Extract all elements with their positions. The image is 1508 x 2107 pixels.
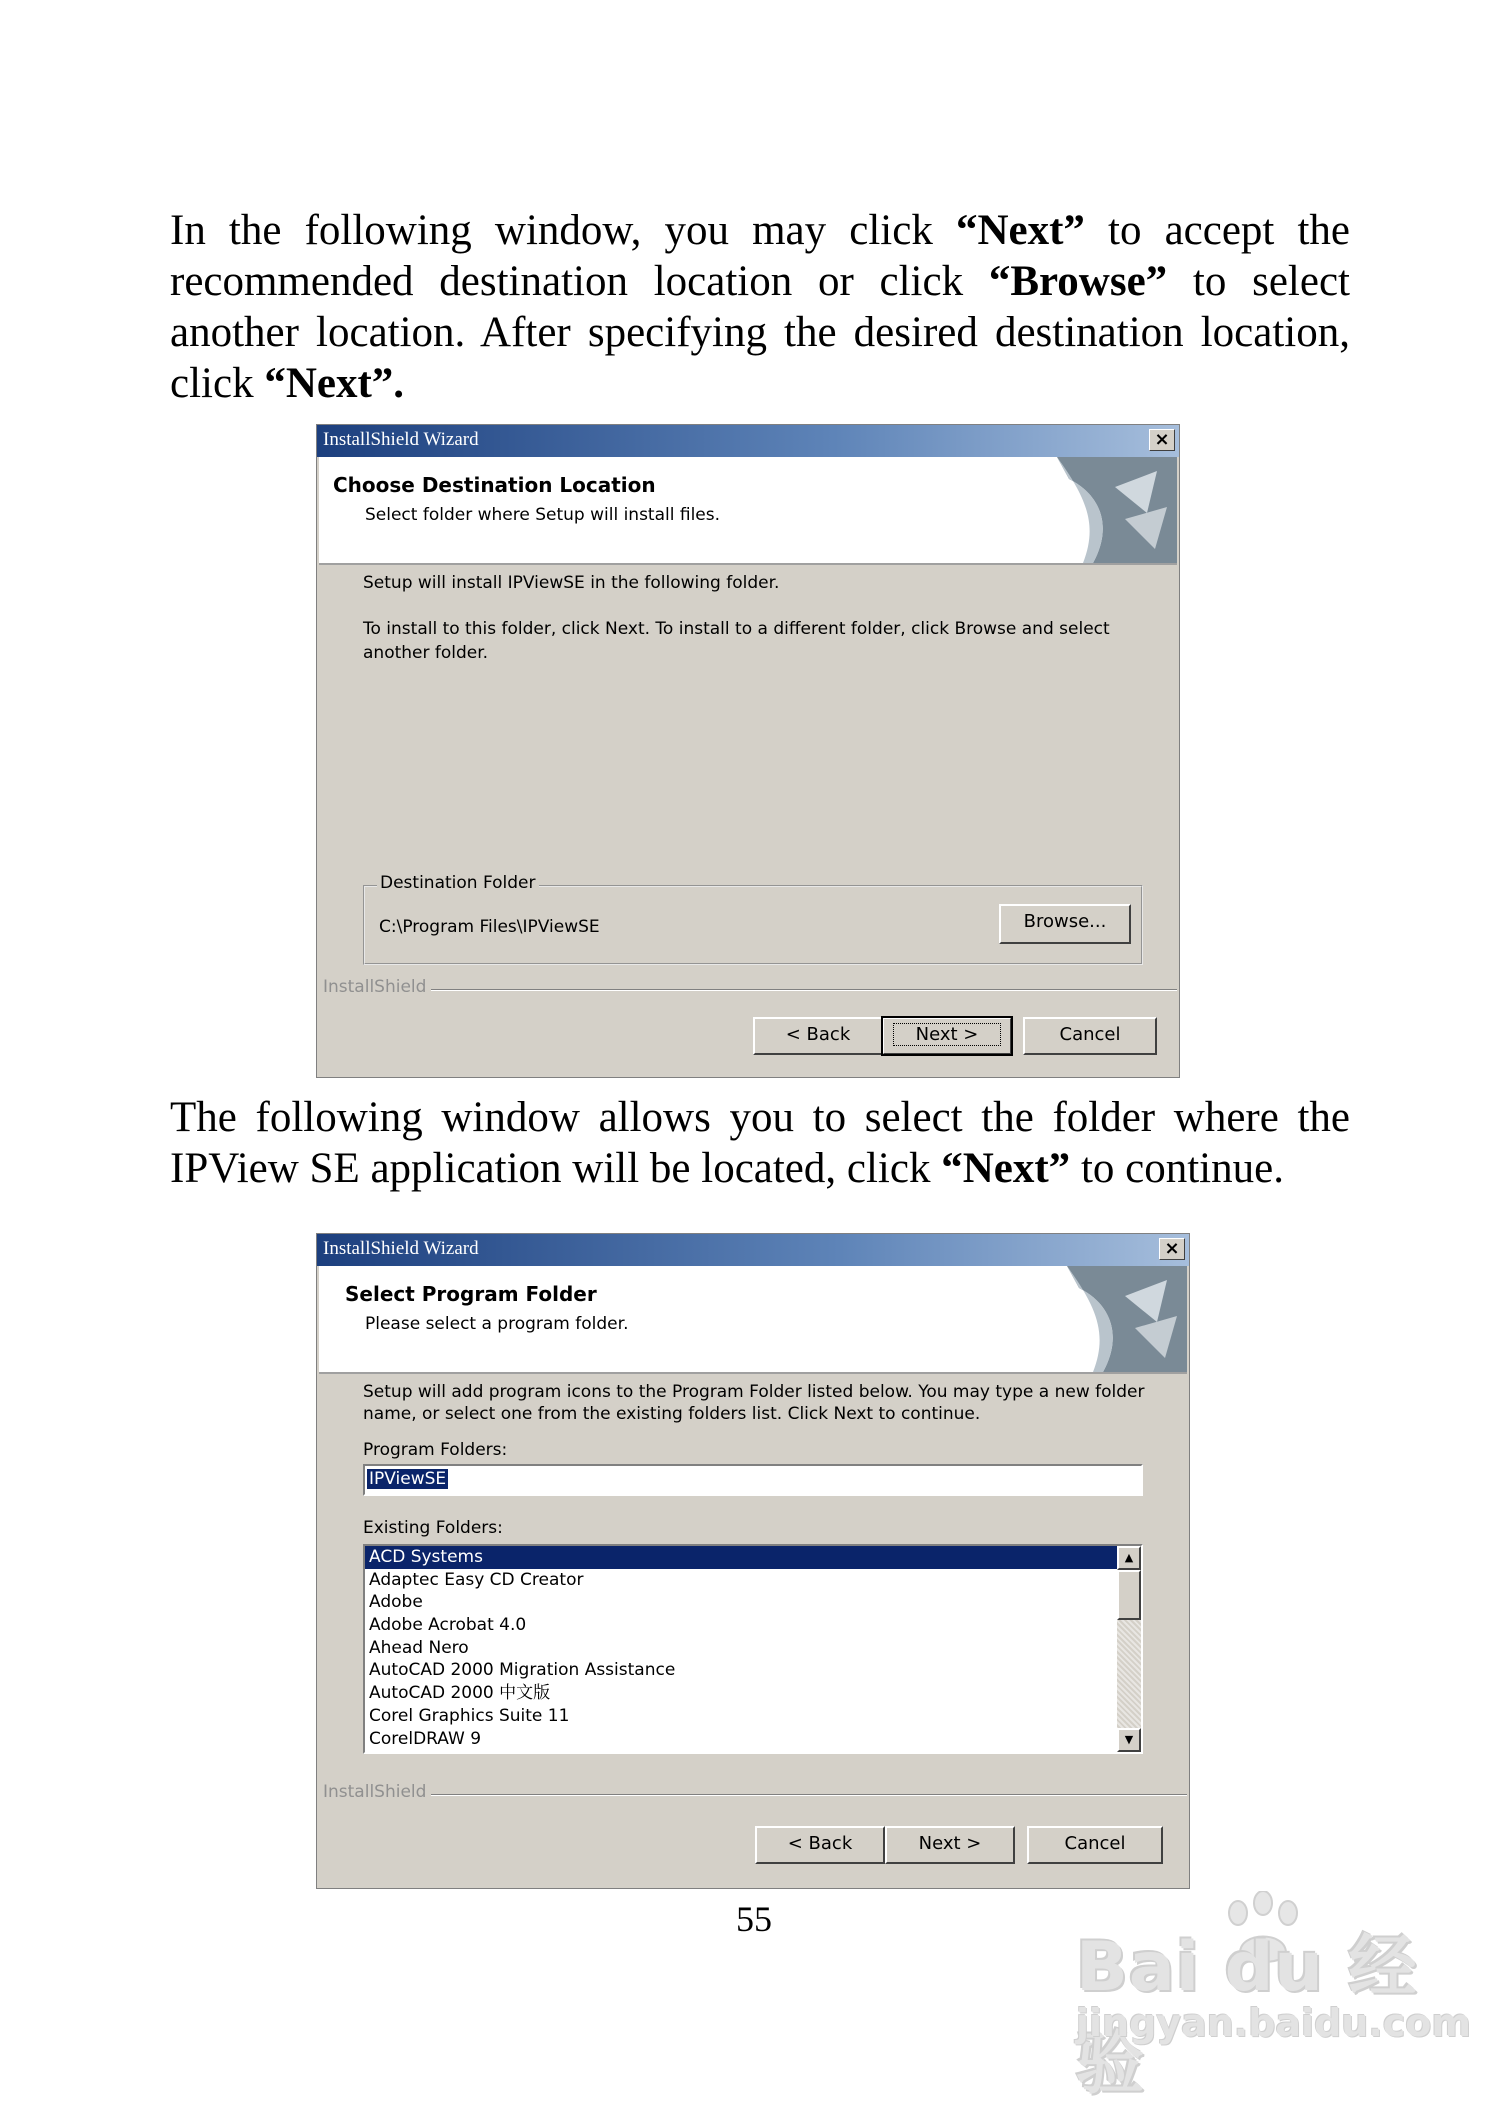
close-button[interactable]: × [1149, 429, 1175, 451]
wizard-header [319, 1266, 1187, 1374]
intro-paragraph [170, 205, 1350, 409]
list-items [365, 1546, 1117, 1750]
header-title: Select Program Folder [345, 1282, 597, 1306]
title-bar [317, 425, 1179, 457]
next-button[interactable]: Next > [885, 1826, 1015, 1864]
list-item[interactable]: Corel Graphics Suite 11 [369, 1705, 570, 1726]
paragraph-line: another location. After specifying the desired destination location, [170, 309, 1350, 356]
installshield-brand: InstallShield [323, 1782, 427, 1802]
list-item[interactable]: ACD Systems [365, 1546, 1117, 1569]
info-line: Setup will install IPViewSE in the following folder. [363, 573, 780, 593]
cancel-button[interactable]: Cancel [1027, 1826, 1163, 1864]
divider [431, 1794, 1187, 1796]
list-item[interactable]: Adobe [369, 1592, 423, 1613]
watermark-url: jingyan.baidu.com [1076, 2001, 1471, 2045]
group-label: Destination Folder [377, 873, 539, 893]
list-item[interactable]: AutoCAD 2000 中文版 [369, 1683, 551, 1704]
existing-folders-label: Existing Folders: [363, 1518, 503, 1538]
back-button[interactable]: < Back [755, 1826, 885, 1864]
title-bar [317, 1234, 1189, 1266]
browse-button[interactable]: Browse... [999, 904, 1131, 944]
paragraph-line: click “Next”. [170, 360, 405, 407]
divider [431, 989, 1177, 991]
info-line: name, or select one from the existing folders list. Click Next to continue. [363, 1404, 981, 1424]
paragraph-line: In the following window, you may click “Next” to accept the [170, 207, 1350, 254]
close-button[interactable]: × [1159, 1238, 1185, 1260]
existing-folders-list[interactable] [363, 1544, 1143, 1754]
info-line: To install to this folder, click Next. To install to a different folder, click Browse and select [363, 619, 1110, 639]
list-item[interactable]: Ahead Nero [369, 1637, 469, 1658]
header-subtitle: Select folder where Setup will install files. [365, 505, 721, 525]
list-item[interactable]: CorelDRAW 9 [369, 1728, 482, 1749]
paragraph-line: IPView SE application will be located, click “Next” to continue. [170, 1145, 1284, 1192]
next-button-label: Next > [893, 1023, 1002, 1046]
scroll-up-icon[interactable]: ▲ [1117, 1546, 1141, 1570]
program-folders-label: Program Folders: [363, 1440, 508, 1460]
watermark-brand: Bai du 经验 [1076, 1928, 1418, 2104]
program-folder-value: IPViewSE [369, 1469, 447, 1489]
installshield-program-folder-window [316, 1233, 1190, 1889]
header-subtitle: Please select a program folder. [365, 1314, 629, 1334]
list-item[interactable]: Adaptec Easy CD Creator [369, 1569, 584, 1590]
info-line: Setup will add program icons to the Program Folder listed below. You may type a new folder [363, 1382, 1145, 1402]
wizard-header [319, 457, 1177, 565]
vertical-scrollbar[interactable] [1117, 1546, 1141, 1752]
installshield-destination-window [316, 424, 1180, 1078]
baidu-watermark [1076, 1905, 1471, 2104]
list-item[interactable]: AutoCAD 2000 Migration Assistance [369, 1660, 676, 1681]
paragraph-line: recommended destination location or click “Browse” to select [170, 258, 1350, 305]
info-line: another folder. [363, 643, 489, 663]
program-folder-paragraph [170, 1092, 1350, 1194]
window-title: InstallShield Wizard [323, 1238, 479, 1259]
scroll-thumb[interactable] [1117, 1570, 1141, 1620]
scroll-down-icon[interactable]: ▼ [1117, 1728, 1141, 1752]
paragraph-line: The following window allows you to select the folder where the [170, 1094, 1350, 1141]
header-title: Choose Destination Location [333, 473, 656, 497]
list-item[interactable]: Adobe Acrobat 4.0 [369, 1615, 527, 1636]
program-folder-input[interactable] [363, 1464, 1143, 1496]
window-title: InstallShield Wizard [323, 429, 479, 450]
page-curl-icon [997, 457, 1177, 563]
page-number: 55 [736, 1899, 772, 1939]
page-curl-icon [1007, 1266, 1187, 1372]
cancel-button[interactable]: Cancel [1023, 1017, 1157, 1055]
destination-path: C:\Program Files\IPViewSE [379, 917, 600, 937]
back-button[interactable]: < Back [753, 1017, 883, 1055]
next-button[interactable] [882, 1017, 1012, 1055]
installshield-brand: InstallShield [323, 977, 427, 997]
